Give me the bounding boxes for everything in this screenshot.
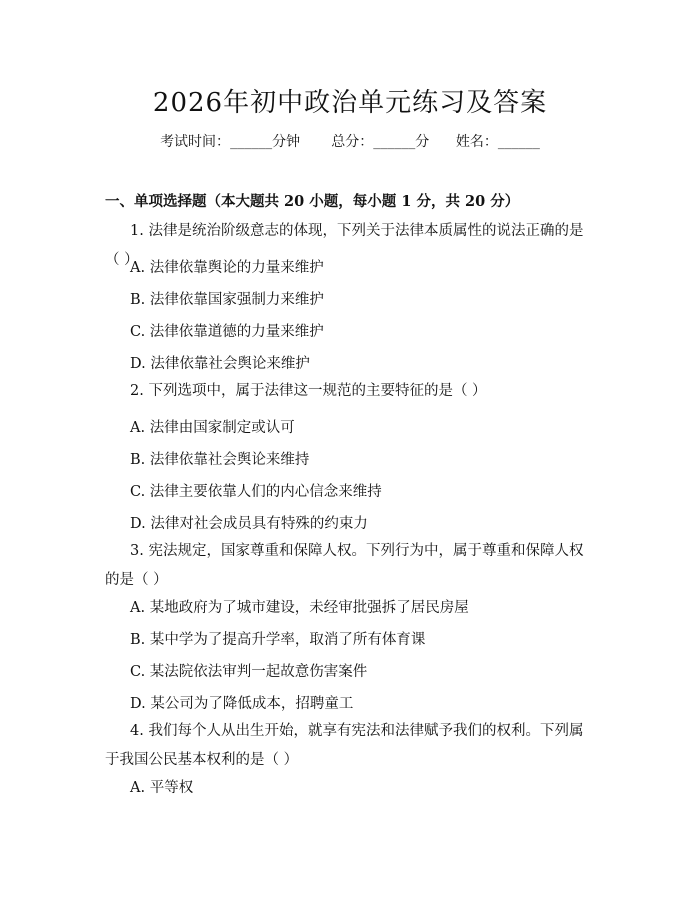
question-3-option-c: C. 某法院依法审判一起故意伤害案件 [130, 664, 368, 680]
time-label: 考试时间： [160, 134, 231, 150]
question-3-option-a: A. 某地政府为了城市建设，未经审批强拆了居民房屋 [130, 600, 469, 616]
question-2-option-b: B. 法律依靠社会舆论来维持 [130, 452, 310, 468]
question-3: 3. 宪法规定，国家尊重和保障人权。下列行为中，属于尊重和保障人权的是（ ） [105, 543, 584, 588]
question-1-option-d: D. 法律依靠社会舆论来维护 [130, 356, 310, 372]
question-3-option-d: D. 某公司为了降低成本，招聘童工 [130, 696, 354, 712]
question-1-option-b: B. 法律依靠国家强制力来维护 [130, 292, 324, 308]
time-unit: 分钟 [272, 134, 301, 150]
name-blank: ______ [497, 134, 540, 150]
question-2-option-d: D. 法律对社会成员具有特殊的约束力 [130, 516, 368, 532]
question-1-option-a: A. 法律依靠舆论的力量来维护 [130, 260, 324, 276]
question-1: 1. 法律是统治阶级意志的体现，下列关于法律本质属性的说法正确的是（ ） [105, 223, 584, 268]
question-4: 4. 我们每个人从出生开始，就享有宪法和法律赋予我们的权利。下列属于我国公民基本权利的是（ ） [105, 723, 584, 768]
name-label: 姓名： [455, 134, 498, 150]
question-4-option-a: A. 平等权 [130, 780, 194, 796]
time-blank: ______ [230, 134, 273, 150]
document-title: 2026年初中政治单元练习及答案 [152, 88, 548, 118]
question-2-option-c: C. 法律主要依靠人们的内心信念来维持 [130, 484, 382, 500]
question-2-option-a: A. 法律由国家制定或认可 [130, 420, 295, 436]
section-heading: 一、单项选择题（本大题共 20 小题，每小题 1 分，共 20 分） [105, 193, 520, 210]
score-label: 总分： [331, 134, 374, 150]
question-3-option-b: B. 某中学为了提高升学率，取消了所有体育课 [130, 632, 426, 648]
score-unit: 分 [415, 134, 430, 150]
question-2: 2. 下列选项中，属于法律这一规范的主要特征的是（ ） [130, 383, 487, 399]
exam-meta-line [0, 131, 700, 151]
question-1-option-c: C. 法律依靠道德的力量来维护 [130, 324, 324, 340]
score-blank: ______ [373, 134, 416, 150]
